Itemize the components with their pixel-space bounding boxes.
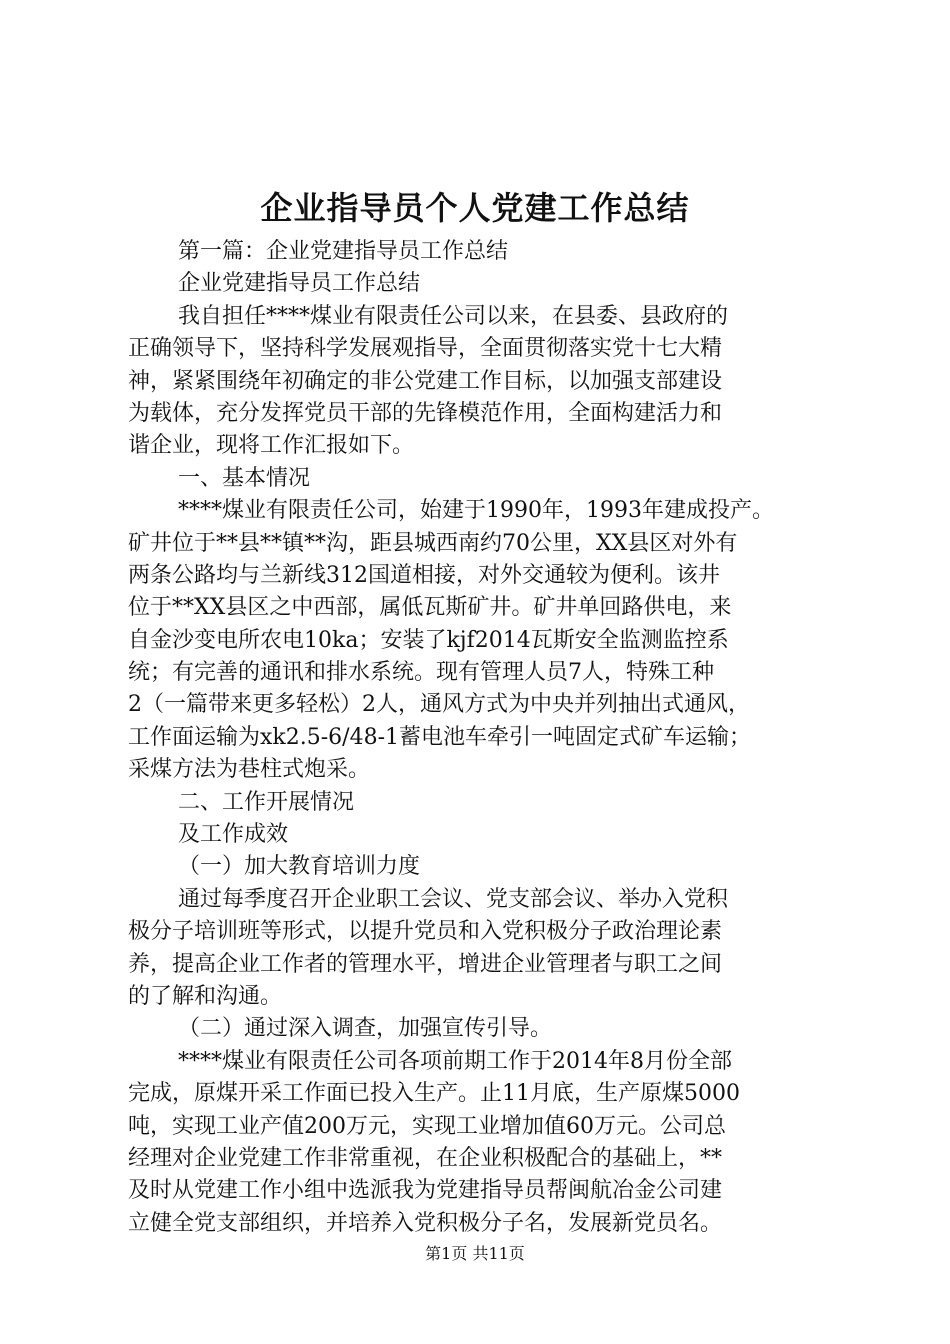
paragraph-line: 工作面运输为xk2.5-6/48-1蓄电池车牵引一吨固定式矿车运输； [128, 724, 751, 750]
paragraph-line: 正确领导下，坚持科学发展观指导，全面贯彻落实党十七大精 [128, 336, 723, 362]
paragraph-line: 通过每季度召开企业职工会议、党支部会议、举办入党积 [178, 886, 729, 912]
paragraph-line: 立健全党支部组织，并培养入党积极分子名，发展新党员名。 [128, 1210, 723, 1236]
paragraph-line: ****煤业有限责任公司各项前期工作于2014年8月份全部 [178, 1048, 732, 1074]
section-heading-work-progress: 二、工作开展情况 [178, 789, 355, 815]
paragraph-line: 神，紧紧围绕年初确定的非公党建工作目标，以加强支部建设 [128, 368, 723, 394]
section-heading-basic-info: 一、基本情况 [178, 465, 311, 491]
subsection-heading-investigation: （二）通过深入调查，加强宣传引导。 [178, 1016, 553, 1042]
section-heading-results: 及工作成效 [178, 822, 289, 848]
paragraph-line: 谐企业，现将工作汇报如下。 [128, 433, 415, 459]
paragraph-line: 养，提高企业工作者的管理水平，增进企业管理者与职工之间 [128, 951, 723, 977]
heading-part-one: 第一篇：企业党建指导员工作总结 [178, 239, 509, 264]
paragraph-line: 极分子培训班等形式，以提升党员和入党积极分子政治理论素 [128, 919, 723, 945]
paragraph-line: 采煤方法为巷柱式炮采。 [128, 757, 371, 783]
paragraph-line: 两条公路均与兰新线312国道相接，对外交通较为便利。该井 [128, 562, 720, 588]
paragraph-line: 完成，原煤开采工作面已投入生产。止11月底，生产原煤5000 [128, 1081, 740, 1107]
document-body [128, 236, 832, 1240]
paragraph-line: 吨，实现工业产值200万元，实现工业增加值60万元。公司总 [128, 1113, 726, 1139]
paragraph-line: 矿井位于**县**镇**沟，距县城西南约70公里，XX县区对外有 [128, 530, 738, 556]
subheading-summary: 企业党建指导员工作总结 [178, 271, 421, 297]
subsection-heading-education: （一）加大教育培训力度 [178, 854, 421, 880]
paragraph-line: 为载体，充分发挥党员干部的先锋模范作用，全面构建活力和 [128, 400, 723, 426]
paragraph-line: 统；有完善的通讯和排水系统。现有管理人员7人，特殊工种 [128, 660, 714, 686]
paragraph-line: 位于**XX县区之中西部，属低瓦斯矿井。矿井单回路供电，来 [128, 595, 732, 621]
paragraph-line: 经理对企业党建工作非常重视，在企业积极配合的基础上，** [128, 1145, 723, 1171]
paragraph-line: 及时从党建工作小组中选派我为党建指导员帮闽航冶金公司建 [128, 1178, 723, 1204]
paragraph-line: 自金沙变电所农电10ka；安装了kjf2014瓦斯安全监测监控系 [128, 627, 729, 653]
paragraph-line: 我自担任****煤业有限责任公司以来，在县委、县政府的 [178, 303, 729, 329]
page-number-footer: 第1页 共11页 [425, 1244, 525, 1263]
paragraph-line: ****煤业有限责任公司，始建于1990年，1993年建成投产。 [178, 498, 774, 524]
paragraph-line: 的了解和沟通。 [128, 983, 283, 1009]
paragraph-line: 2（一篇带来更多轻松）2人，通风方式为中央并列抽出式通风， [128, 692, 750, 718]
document-title: 企业指导员个人党建工作总结 [260, 189, 690, 227]
